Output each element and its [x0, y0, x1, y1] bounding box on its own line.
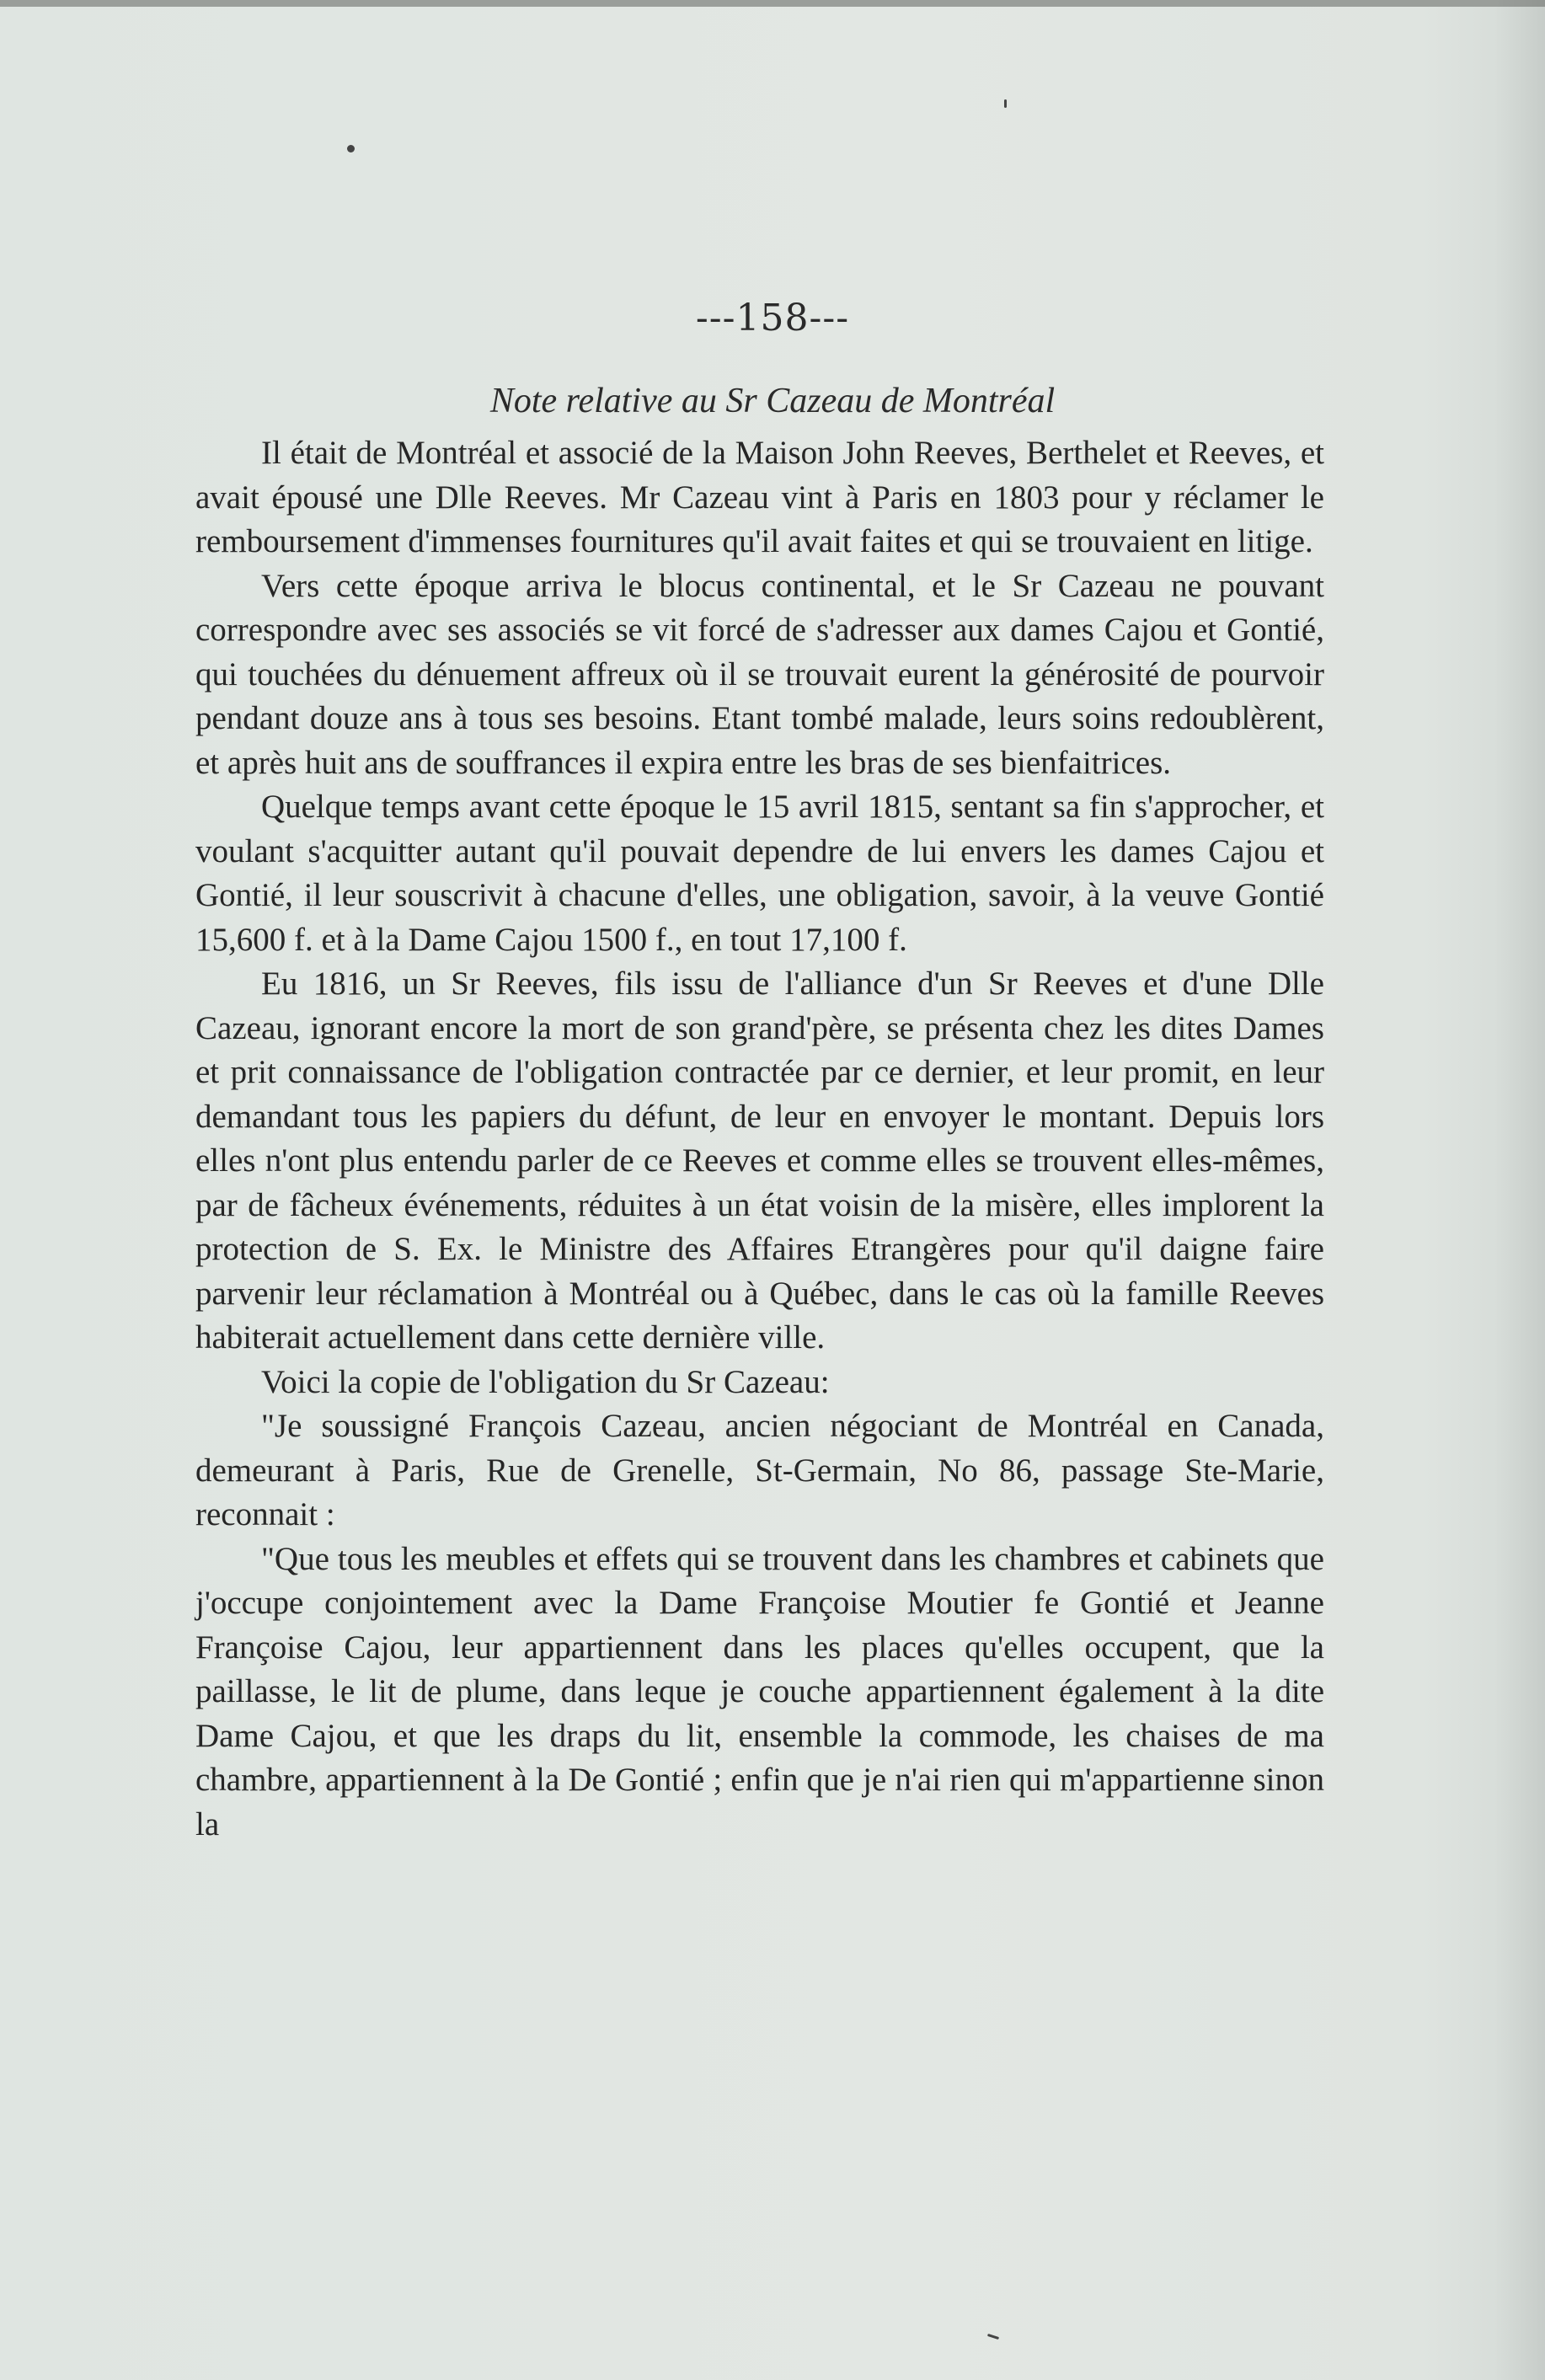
paragraph: Il était de Montréal et associé de la Maison John Reeves, Berthelet et Reeves, et avait épousé une Dlle Reeves. Mr Cazeau vint à Paris en 1803 pour y réclamer le remboursement d'immenses fournitures qu'il avait faites et qui se trouvaient en litige. — [195, 435, 1324, 559]
ink-speck — [347, 145, 355, 152]
section-title: Note relative au Sr Cazeau de Montréal — [489, 382, 1056, 420]
paragraph: Eu 1816, un Sr Reeves, fils issu de l'alliance d'un Sr Reeves et d'une Dlle Cazeau, ignorant encore la mort de son grand'père, se présenta chez les dites Dames et prit connaissance de l'obligation contractée par ce dernier, et leur promit, en leur demandant tous les papiers du défunt, de leur en envoyer le montant. Depuis lors elles n'ont plus entendu parler de ce Reeves et comme elles se trouvent elles-mêmes, par de fâcheux événements, réduites à un état voisin de la misère, elles implorent la protection de S. Ex. le Ministre des Affaires Etrangères pour qu'il daigne faire parvenir leur réclamation à Montréal ou à Québec, dans le cas où la famille Reeves habiterait actuellement dans cette dernière ville. — [195, 965, 1324, 1356]
ink-speck — [987, 2334, 999, 2340]
paragraph: "Je soussigné François Cazeau, ancien négociant de Montréal en Canada, demeurant à Paris, Rue de Grenelle, St-Germain, No 86, passage Ste-Marie, reconnait : — [195, 1408, 1324, 1532]
page-top-edge — [0, 0, 1545, 7]
page-edge-shadow — [1494, 0, 1545, 2380]
ink-speck — [1004, 99, 1007, 108]
paragraph: Vers cette époque arriva le blocus continental, et le Sr Cazeau ne pouvant correspondre avec ses associés se vit forcé de s'adresser aux dames Cajou et Gontié, qui touchées du dénuement affreux où il se trouvait eurent la générosité de pourvoir pendant douze ans à tous ses besoins. Etant tombé malade, leurs soins redoublèrent, et après huit ans de souffrances il expira entre les bras de ses bienfaitrices. — [195, 567, 1324, 781]
page-number: ---158--- — [695, 297, 850, 340]
body-text — [195, 431, 1324, 1847]
paragraph: Voici la copie de l'obligation du Sr Cazeau: — [261, 1363, 830, 1400]
paragraph: Quelque temps avant cette époque le 15 avril 1815, sentant sa fin s'approcher, et voulant s'acquitter autant qu'il pouvait dependre de lui envers les dames Cajou et Gontié, il leur souscrivit à chacune d'elles, une obligation, savoir, à la veuve Gontié 15,600 f. et à la Dame Cajou 1500 f., en tout 17,100 f. — [195, 789, 1324, 958]
paragraph: "Que tous les meubles et effets qui se trouvent dans les chambres et cabinets que j'occupe conjointement avec la Dame Françoise Moutier fe Gontié et Jeanne Françoise Cajou, leur appartiennent dans les places qu'elles occupent, que la paillasse, le lit de plume, dans leque je couche appartiennent également à la dite Dame Cajou, et que les draps du lit, ensemble la commode, les chaises de ma chambre, appartiennent à la De Gontié ; enfin que je n'ai rien qui m'appartienne sinon la — [195, 1540, 1324, 1842]
